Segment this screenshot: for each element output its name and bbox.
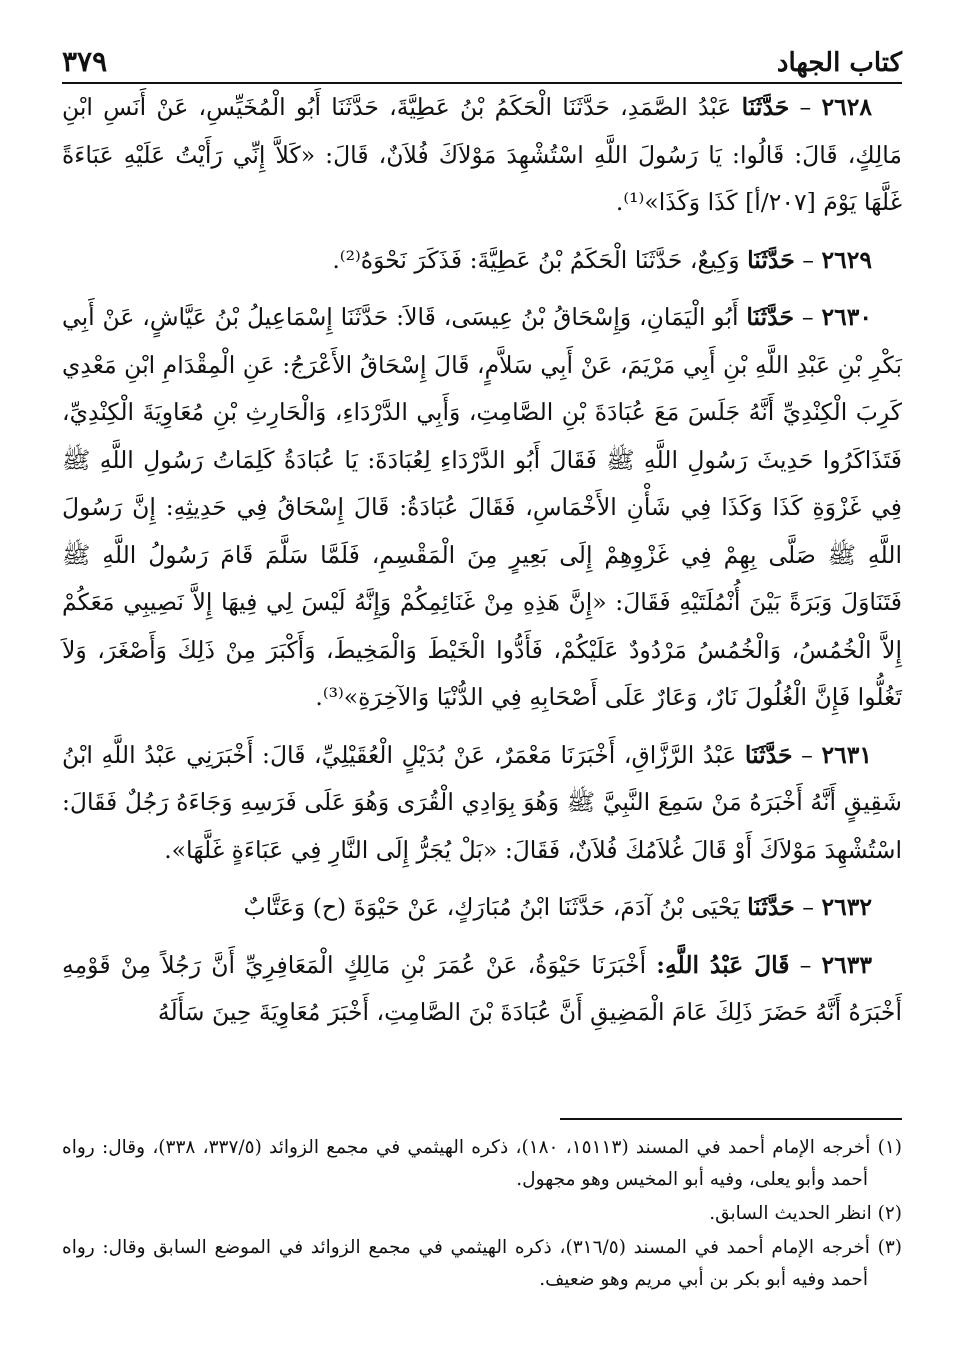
hadith-paragraph: ٢٦٢٩ – حَدَّثَنَا وَكِيعٌ، حَدَّثَنَا الْحَكَمُ بْنُ عَطِيَّةَ: فَذَكَرَ نَحْوَهُ⁽²⁾.	[332, 245, 872, 274]
hadith-opening: حَدَّثَنَا	[741, 93, 790, 121]
page-number: ٣٧٩	[62, 45, 108, 78]
footnotes	[62, 1132, 902, 1298]
hadith-opening: حَدَّثَنَا	[744, 740, 793, 769]
hadith-text: وَكِيعٌ، حَدَّثَنَا الْحَكَمُ بْنُ عَطِيَّةَ: فَذَكَرَ نَحْوَهُ⁽²⁾.	[332, 245, 740, 274]
hadith-opening: قَالَ عَبْدُ اللَّهِ:	[656, 950, 790, 979]
footnote: (١) أخرجه الإمام أحمد في المسند (١٥١١٣، ١٨٠)، ذكره الهيثمي في مجمع الزوائد (٣٣٧/٥، ٣٣٨)، وقال: رواه أحمد وأبو يعلى، وفيه أبو المخيس وهو مجهول.	[62, 1137, 902, 1190]
hadith-text: أَبُو الْيَمَانِ، وَإِسْحَاقُ بْنُ عِيسَى، قَالاَ: حَدَّثَنَا إِسْمَاعِيلُ بْنُ عَيَّاشٍ، عَنْ أَبِي بَكْرِ بْنِ عَبْدِ اللَّهِ بْنِ أَبِي مَرْيَمَ، عَنْ أَبِي سَلاَّمٍ، قَالَ إِسْحَاقُ الأَعْرَجُ: عَنِ الْمِقْدَامِ ابْنِ مَعْدِي كَرِبَ الْكِنْدِيِّ أَنَّهُ جَلَسَ مَعَ عُبَادَةَ بْنِ الصَّامِتِ، وَأَبِي الدَّرْدَاءِ، وَالْحَارِثِ بْنِ مُعَاوِيَةَ الْكِنْدِيِّ، فَتَذَاكَرُوا حَدِيثَ رَسُولِ اللَّهِ ﷺ فَقَالَ أَبُو الدَّرْدَاءِ لِعُبَادَةَ: يَا عُبَادَةُ كَلِمَاتُ رَسُولِ اللَّهِ ﷺ فِي غَزْوَةِ كَذَا وَكَذَا فِي شَأْنِ الأَخْمَاسِ، فَقَالَ عُبَادَةُ: قَالَ إِسْحَاقُ فِي حَدِيثِهِ: إِنَّ رَسُولَ اللَّهِ ﷺ صَلَّى بِهِمْ فِي غَزْوِهِمْ إِلَى بَعِيرٍ مِنَ الْمَقْسِمِ، فَلَمَّا سَلَّمَ قَامَ رَسُولُ اللَّهِ ﷺ فَتَنَاوَلَ وَبَرَةً بَيْنَ أُنْمُلَتَيْهِ فَقَالَ: «إِنَّ هَذِهِ مِنْ غَنَائِمِكُمْ وَإِنَّهُ لَيْسَ لِي فِيهَا إِلاَّ نَصِيبِي مَعَكُمْ إِلاَّ الْخُمُسُ، وَالْخُمُسُ مَرْدُودٌ عَلَيْكُمْ، فَأَدُّوا الْخَيْطَ وَالْمَخِيطَ، وَأَكْبَرَ مِنْ ذَلِكَ وَأَصْغَرَ، وَلاَ تَغُلُّوا فَإِنَّ الْغُلُولَ نَارٌ، وَعَارٌ عَلَى أَصْحَابِهِ فِي الدُّنْيَا وَالآخِرَةِ»⁽³⁾.	[62, 303, 902, 711]
book-title: كتاب الجهاد	[776, 48, 902, 78]
hadith-paragraph: ٢٦٣٢ – حَدَّثَنَا يَحْيَى بْنُ آدَمَ، حَدَّثَنَا ابْنُ مُبَارَكٍ، عَنْ حَيْوَةَ (ح) وَعَتَّابٌ	[243, 893, 872, 921]
hadith-number: ٢٦٢٨	[821, 93, 873, 121]
footnote: (٢) انظر الحديث السابق.	[709, 1203, 902, 1224]
footnote-divider	[560, 1118, 902, 1120]
hadith-paragraph: ٢٦٣١ – حَدَّثَنَا عَبْدُ الرَّزَّاقِ، أَخْبَرَنَا مَعْمَرٌ، عَنْ بُدَيْلٍ الْعُقَيْلِيِّ، قَالَ: أَخْبَرَنِي عَبْدُ اللَّهِ ابْنُ شَقِيقٍ أَنَّهُ أَخْبَرَهُ مَنْ سَمِعَ النَّبِيَّ ﷺ وَهُوَ بِوَادِي الْقُرَى وَهُوَ عَلَى فَرَسِهِ وَجَاءَهُ رَجُلٌ فَقَالَ: اسْتُشْهِدَ مَوْلاَكَ أَوْ قَالَ غُلاَمُكَ فُلاَنٌ، فَقَالَ: «بَلْ يُجَرُّ إِلَى النَّارِ فِي عَبَاءَةٍ غَلَّهَا».	[62, 740, 902, 864]
hadith-text: أَخْبَرَنَا حَيْوَةُ، عَنْ عُمَرَ بْنِ مَالِكٍ الْمَعَافِرِيِّ أَنَّ رَجُلاً مِنْ قَوْمِهِ أَخْبَرَهُ أَنَّهُ حَضَرَ ذَلِكَ عَامَ الْمَضِيقِ أَنَّ عُبَادَةَ بْنَ الصَّامِتِ، أَخْبَرَ مُعَاوِيَةَ حِينَ سَأَلَهُ	[62, 950, 902, 1026]
hadith-paragraph: ٢٦٢٨ – حَدَّثَنَا عَبْدُ الصَّمَدِ، حَدَّثَنَا الْحَكَمُ بْنُ عَطِيَّةَ، حَدَّثَنَا أَبُو الْمُخَيِّسِ، عَنْ أَنَسِ ابْنِ مَالِكٍ، قَالَ: قَالُوا: يَا رَسُولَ اللَّهِ اسْتُشْهِدَ مَوْلاَكَ فُلاَنٌ، قَالَ: «كَلاَّ إِنِّي رَأَيْتُ عَلَيْهِ عَبَاءَةً غَلَّهَا يَوْمَ [٢٠٧/أ] كَذَا وَكَذَا»⁽¹⁾.	[62, 93, 902, 216]
hadith-body	[62, 84, 902, 1047]
page-header	[62, 26, 902, 84]
hadith-paragraph: ٢٦٣٣ – قَالَ عَبْدُ اللَّهِ: أَخْبَرَنَا حَيْوَةُ، عَنْ عُمَرَ بْنِ مَالِكٍ الْمَعَافِرِيِّ أَنَّ رَجُلاً مِنْ قَوْمِهِ أَخْبَرَهُ أَنَّهُ حَضَرَ ذَلِكَ عَامَ الْمَضِيقِ أَنَّ عُبَادَةَ بْنَ الصَّامِتِ، أَخْبَرَ مُعَاوِيَةَ حِينَ سَأَلَهُ	[62, 950, 902, 1026]
footnote: (٣) أخرجه الإمام أحمد في المسند (٣١٦/٥)، ذكره الهيثمي في مجمع الزوائد في الموضع السابق وقال: رواه أحمد وفيه أبو بكر بن أبي مريم وهو ضعيف.	[62, 1237, 903, 1290]
hadith-number: ٢٦٣٣	[821, 950, 872, 979]
hadith-paragraph: ٢٦٣٠ – حَدَّثَنَا أَبُو الْيَمَانِ، وَإِسْحَاقُ بْنُ عِيسَى، قَالاَ: حَدَّثَنَا إِسْمَاعِيلُ بْنُ عَيَّاشٍ، عَنْ أَبِي بَكْرِ بْنِ عَبْدِ اللَّهِ بْنِ أَبِي مَرْيَمَ، عَنْ أَبِي سَلاَّمٍ، قَالَ إِسْحَاقُ الأَعْرَجُ: عَنِ الْمِقْدَامِ ابْنِ مَعْدِي كَرِبَ الْكِنْدِيِّ أَنَّهُ جَلَسَ مَعَ عُبَادَةَ بْنِ الصَّامِتِ، وَأَبِي الدَّرْدَاءِ، وَالْحَارِثِ بْنِ مُعَاوِيَةَ الْكِنْدِيِّ، فَتَذَاكَرُوا حَدِيثَ رَسُولِ اللَّهِ ﷺ فَقَالَ أَبُو الدَّرْدَاءِ لِعُبَادَةَ: يَا عُبَادَةُ كَلِمَاتُ رَسُولِ اللَّهِ ﷺ فِي غَزْوَةِ كَذَا وَكَذَا فِي شَأْنِ الأَخْمَاسِ، فَقَالَ عُبَادَةُ: قَالَ إِسْحَاقُ فِي حَدِيثِهِ: إِنَّ رَسُولَ اللَّهِ ﷺ صَلَّى بِهِمْ فِي غَزْوِهِمْ إِلَى بَعِيرٍ مِنَ الْمَقْسِمِ، فَلَمَّا سَلَّمَ قَامَ رَسُولُ اللَّهِ ﷺ فَتَنَاوَلَ وَبَرَةً بَيْنَ أُنْمُلَتَيْهِ فَقَالَ: «إِنَّ هَذِهِ مِنْ غَنَائِمِكُمْ وَإِنَّهُ لَيْسَ لِي فِيهَا إِلاَّ نَصِيبِي مَعَكُمْ إِلاَّ الْخُمُسُ، وَالْخُمُسُ مَرْدُودٌ عَلَيْكُمْ، فَأَدُّوا الْخَيْطَ وَالْمَخِيطَ، وَأَكْبَرَ مِنْ ذَلِكَ وَأَصْغَرَ، وَلاَ تَغُلُّوا فَإِنَّ الْغُلُولَ نَارٌ، وَعَارٌ عَلَى أَصْحَابِهِ فِي الدُّنْيَا وَالآخِرَةِ»⁽³⁾.	[62, 303, 902, 711]
hadith-number: ٢٦٢٩	[821, 245, 872, 274]
hadith-opening: حَدَّثَنَا	[747, 893, 795, 921]
hadith-text: يَحْيَى بْنُ آدَمَ، حَدَّثَنَا ابْنُ مُبَارَكٍ، عَنْ حَيْوَةَ (ح) وَعَتَّابٌ	[243, 893, 740, 921]
hadith-text: عَبْدُ الرَّزَّاقِ، أَخْبَرَنَا مَعْمَرٌ، عَنْ بُدَيْلٍ الْعُقَيْلِيِّ، قَالَ: أَخْبَرَنِي عَبْدُ اللَّهِ ابْنُ شَقِيقٍ أَنَّهُ أَخْبَرَهُ مَنْ سَمِعَ النَّبِيَّ ﷺ وَهُوَ بِوَادِي الْقُرَى وَهُوَ عَلَى فَرَسِهِ وَجَاءَهُ رَجُلٌ فَقَالَ: اسْتُشْهِدَ مَوْلاَكَ أَوْ قَالَ غُلاَمُكَ فُلاَنٌ، فَقَالَ: «بَلْ يُجَرُّ إِلَى النَّارِ فِي عَبَاءَةٍ غَلَّهَا».	[62, 740, 902, 864]
hadith-opening: حَدَّثَنَا	[746, 303, 795, 331]
hadith-opening: حَدَّثَنَا	[747, 245, 795, 274]
hadith-number: ٢٦٣٢	[821, 893, 872, 921]
hadith-text: عَبْدُ الصَّمَدِ، حَدَّثَنَا الْحَكَمُ بْنُ عَطِيَّةَ، حَدَّثَنَا أَبُو الْمُخَيِّسِ، عَنْ أَنَسِ ابْنِ مَالِكٍ، قَالَ: قَالُوا: يَا رَسُولَ اللَّهِ اسْتُشْهِدَ مَوْلاَكَ فُلاَنٌ، قَالَ: «كَلاَّ إِنِّي رَأَيْتُ عَلَيْهِ عَبَاءَةً غَلَّهَا يَوْمَ [٢٠٧/أ] كَذَا وَكَذَا»⁽¹⁾.	[62, 93, 902, 216]
hadith-number: ٢٦٣١	[821, 740, 872, 769]
hadith-number: ٢٦٣٠	[821, 303, 872, 331]
